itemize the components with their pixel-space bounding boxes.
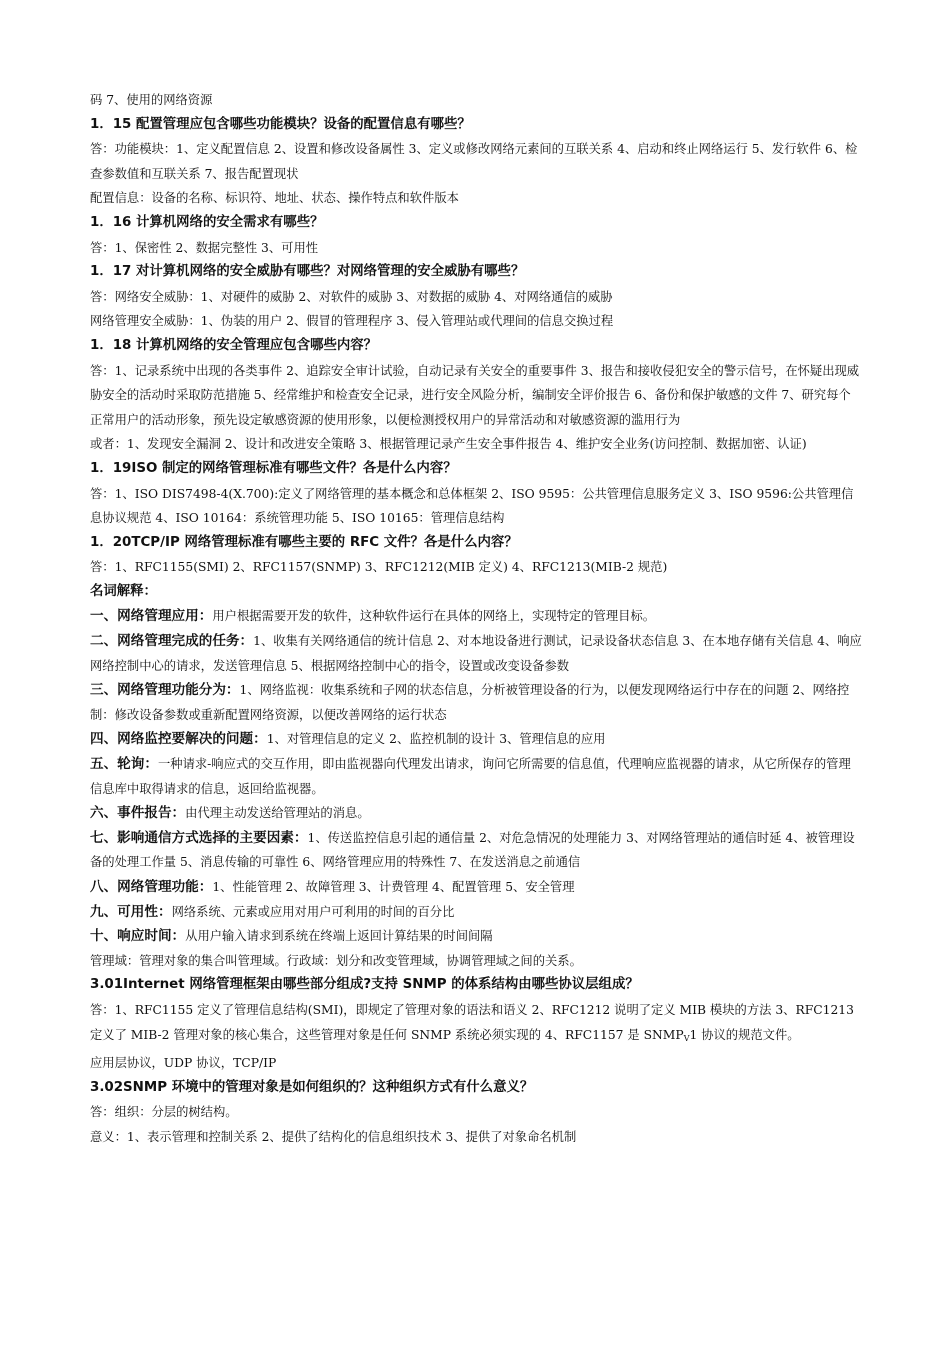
answer-paragraph: 答：1、记录系统中出现的各类事件 2、追踪安全审计试验，自动记录有关安全的重要事件 3、报告和接收侵犯安全的警示信号，在怀疑出现威胁安全的活动时采取防范措施 5、经常维护和检查安全记录，进行安全风险分析，编制安全评价报告 6、备份和保护敏感的文件 7、研究每个正常用户的活动形象，预先设定敏感资源的使用形象，以便检测授权用户的异常活动和对敏感资源的滥用行为 xyxy=(90,363,860,427)
term-text: 从用户输入请求到系统在终端上返回计算结果的时间间隔 xyxy=(185,929,493,944)
term-entry xyxy=(90,629,862,678)
term-entry xyxy=(90,826,862,875)
text-line: 码 7、使用的网络资源 xyxy=(90,93,213,107)
term-text: 用户根据需要开发的软件，这种软件运行在具体的网络上，实现特定的管理目标。 xyxy=(212,609,656,624)
term-text: 一种请求-响应式的交互作用，即由监视器向代理发出请求，询问它所需要的信息值，代理响应监视器的请求，从它所保存的管理信息库中取得请求的信息，返回给监视器。 xyxy=(90,757,851,796)
answer-text: 1 协议的规范文件。 xyxy=(689,1027,800,1042)
answer-paragraph: 答：组织：分层的树结构。 xyxy=(90,1105,238,1120)
answer-paragraph: 意义：1、表示管理和控制关系 2、提供了结构化的信息组织技术 3、提供了对象命名机制 xyxy=(90,1129,577,1144)
term-label: 一、网络管理应用： xyxy=(90,608,213,625)
answer-paragraph: 网络管理安全威胁：1、伪装的用户 2、假冒的管理程序 3、侵入管理站或代理间的信息交换过程 xyxy=(90,314,614,329)
term-entry xyxy=(90,875,862,900)
answer-paragraph: 答：1、ISO DIS7498-4(X.700):定义了网络管理的基本概念和总体框架 2、ISO 9595：公共管理信息服务定义 3、ISO 9596:公共管理信息协议规范 4、ISO 10164：系统管理功能 5、ISO 10165：管理信息结构 xyxy=(90,486,854,526)
answer-paragraph: 或者：1、发现安全漏洞 2、设计和改进安全策略 3、根据管理记录产生安全事件报告 4、维护安全业务(访问控制、数据加密、认证) xyxy=(90,437,807,452)
term-entry xyxy=(90,801,862,826)
term-entry xyxy=(90,678,862,727)
term-text: 1、对管理信息的定义 2、监控机制的设计 3、管理信息的应用 xyxy=(266,732,606,747)
question-heading: 1．15 配置管理应包含哪些功能模块？设备的配置信息有哪些？ xyxy=(90,116,471,132)
term-label: 三、网络管理功能分为： xyxy=(90,682,240,699)
answer-text: 答：1、RFC1155 定义了管理信息结构(SMI)，即规定了管理对象的语法和语义 2、RFC1212 说明了定义 MIB 模块的方法 3、RFC1213 定义了 MIB-2 管理对象的核心集合，这些管理对象是任何 SNMP 系统必须实现的 4、RFC1157 是 SNMP xyxy=(90,1002,854,1042)
term-text: 1、性能管理 2、故障管理 3、计费管理 4、配置管理 5、安全管理 xyxy=(212,880,575,894)
answer-paragraph: 答：1、保密性 2、数据完整性 3、可用性 xyxy=(90,240,319,255)
question-heading: 1．20TCP/IP 网络管理标准有哪些主要的 RFC 文件？各是什么内容？ xyxy=(90,534,518,550)
text-line: 管理域：管理对象的集合叫管理域。行政域：划分和改变管理域，协调管理域之间的关系。 xyxy=(90,953,582,968)
term-label: 五、轮询： xyxy=(90,756,158,773)
terms-title: 名词解释： xyxy=(90,583,157,599)
answer-paragraph: 配置信息：设备的名称、标识符、地址、状态、操作特点和软件版本 xyxy=(90,191,459,206)
term-label: 四、网络监控要解决的问题： xyxy=(90,731,267,748)
question-heading: 1．19ISO 制定的网络管理标准有哪些文件？各是什么内容？ xyxy=(90,460,457,476)
document-page xyxy=(90,88,862,1150)
term-entry xyxy=(90,604,862,629)
question-heading: 3.01Internet 网络管理框架由哪些部分组成?支持 SNMP 的体系结构由哪些协议层组成？ xyxy=(90,977,639,993)
term-label: 九、可用性： xyxy=(90,903,172,920)
term-text: 1、传送监控信息引起的通信量 2、对危急情况的处理能力 3、对网络管理站的通信时延 4、被管理设备的处理工作量 5、消息传输的可靠性 6、网络管理应用的特殊性 7、在发送消息之前通信 xyxy=(90,830,855,870)
question-heading: 1．18 计算机网络的安全管理应包含哪些内容？ xyxy=(90,337,378,353)
term-entry xyxy=(90,752,862,801)
term-label: 十、响应时间： xyxy=(90,928,186,945)
term-entry xyxy=(90,900,862,925)
question-heading: 3.02SNMP 环境中的管理对象是如何组织的？这种组织方式有什么意义？ xyxy=(90,1079,534,1095)
question-heading: 1．17 对计算机网络的安全威胁有哪些？对网络管理的安全威胁有哪些？ xyxy=(90,264,525,280)
term-text: 由代理主动发送给管理站的消息。 xyxy=(185,806,370,821)
answer-paragraph: 应用层协议，UDP 协议，TCP/IP xyxy=(90,1056,277,1071)
term-label: 二、网络管理完成的任务： xyxy=(90,633,254,650)
question-heading: 1．16 计算机网络的安全需求有哪些？ xyxy=(90,214,324,230)
term-text: 网络系统、元素或应用对用户可利用的时间的百分比 xyxy=(171,904,455,919)
term-entry xyxy=(90,727,862,752)
answer-paragraph: 答：功能模块：1、定义配置信息 2、设置和修改设备属性 3、定义或修改网络元素间的互联关系 4、启动和终止网络运行 5、发行软件 6、检查参数值和互联关系 7、报告配置现状 xyxy=(90,142,858,181)
term-label: 七、影响通信方式选择的主要因素： xyxy=(90,829,308,846)
answer-paragraph xyxy=(90,998,862,1051)
term-text: 1、网络监视：收集系统和子网的状态信息，分析被管理设备的行为，以便发现网络运行中存在的问题 2、网络控制：修改设备参数或重新配置网络资源，以便改善网络的运行状态 xyxy=(90,683,850,722)
answer-paragraph: 答：网络安全威胁：1、对硬件的威胁 2、对软件的威胁 3、对数据的威胁 4、对网络通信的威胁 xyxy=(90,289,613,304)
subscript: V xyxy=(683,1033,690,1043)
term-entry xyxy=(90,924,862,949)
answer-paragraph: 答：1、RFC1155(SMI) 2、RFC1157(SNMP) 3、RFC1212(MIB 定义) 4、RFC1213(MIB-2 规范) xyxy=(90,560,668,575)
term-label: 八、网络管理功能： xyxy=(90,879,213,895)
term-text: 1、收集有关网络通信的统计信息 2、对本地设备进行测试，记录设备状态信息 3、在本地存储有关信息 4、响应网络控制中心的请求，发送管理信息 5、根据网络控制中心的指令，设置或改变设备参数 xyxy=(90,634,862,673)
term-label: 六、事件报告： xyxy=(90,805,186,822)
